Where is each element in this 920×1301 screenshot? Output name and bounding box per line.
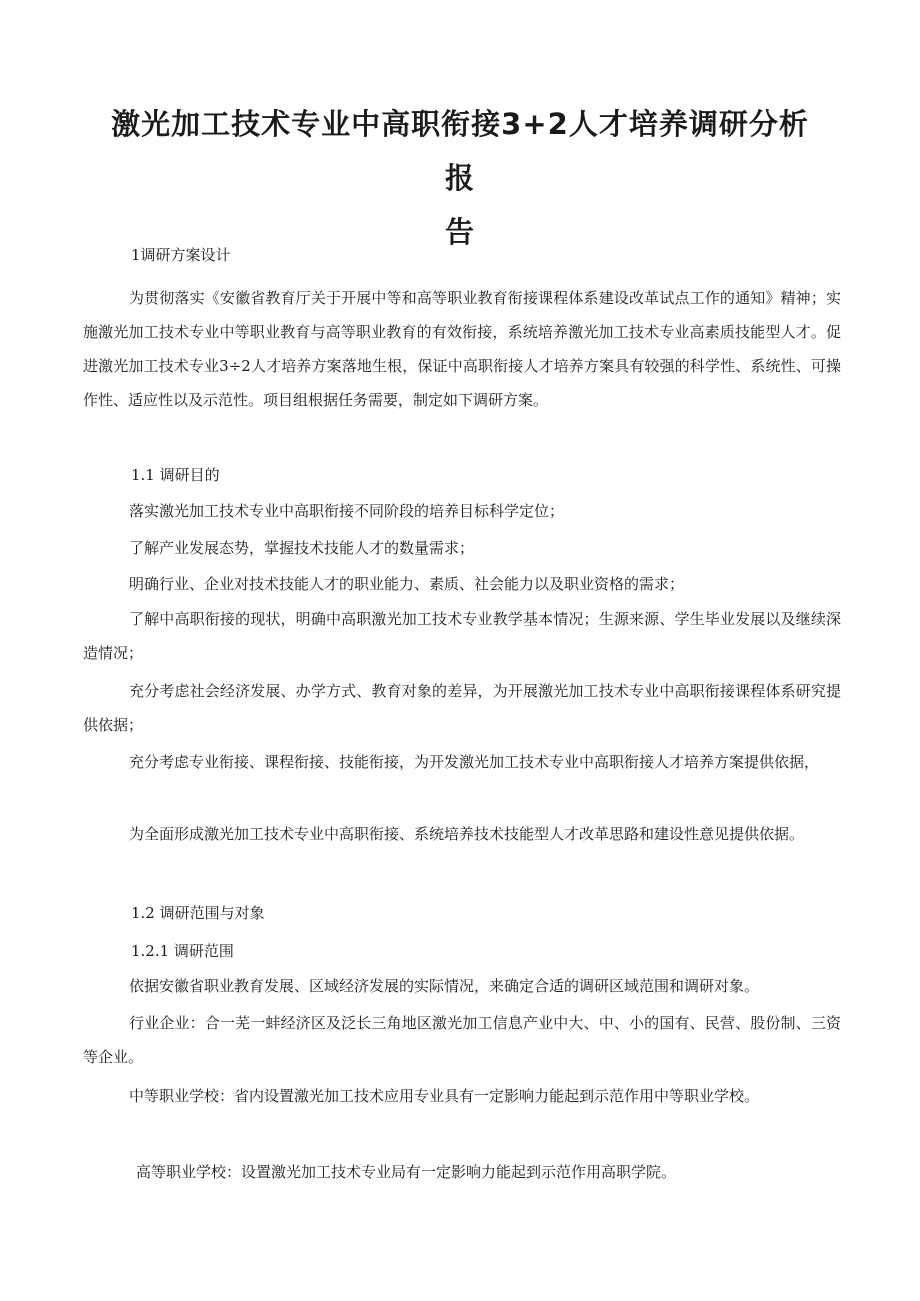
section-1-2-heading: 1.2 调研范围与对象 <box>131 904 265 922</box>
section-1-heading: 1调研方案设计 <box>131 246 231 264</box>
section-1-intro: 为贯彻落实《安徽省教育厅关于开展中等和高等职业教育衔接课程体系建设改革试点工作的通知》精神；实施激光加工技术专业中等职业教育与高等职业教育的有效衔接，系统培养激光加工技术专业高素质技能型人才。促进激光加工技术专业3÷2人才培养方案落地生根，保证中高职衔接人才培养方案具有较强的科学性、系统性、可操作性、适应性以及示范性。项目组根据任务需要，制定如下调研方案。 <box>83 289 841 409</box>
purpose-item-4: 了解中高职衔接的现状，明确中高职激光加工技术专业教学基本情况；生源来源、学生毕业发展以及继续深造情况； <box>83 610 841 662</box>
title-line-2: 告 <box>444 215 475 250</box>
title-line-1: 激光加工技术专业中高职衔接3+2人才培养调研分析报 <box>111 107 809 196</box>
scope-item-4: 高等职业学校：设置激光加工技术专业局有一定影响力能起到示范作用高职学院。 <box>136 1163 677 1181</box>
purpose-item-3: 明确行业、企业对技术技能人才的职业能力、素质、社会能力以及职业资格的需求； <box>129 575 685 593</box>
scope-item-1: 依据安徽省职业教育发展、区域经济发展的实际情况，来确定合适的调研区域范围和调研对象。 <box>129 977 760 995</box>
purpose-item-5: 充分考虑社会经济发展、办学方式、教育对象的差异，为开展激光加工技术专业中高职衔接课程体系研究提供依据； <box>83 682 841 734</box>
section-1-1-heading: 1.1 调研目的 <box>131 466 220 484</box>
purpose-item-2: 了解产业发展态势，掌握技术技能人才的数量需求； <box>129 539 475 557</box>
purpose-item-7: 为全面形成激光加工技术专业中高职衔接、系统培养技术技能型人才改革思路和建设性意见提供依据。 <box>129 825 805 843</box>
purpose-item-6: 充分考虑专业衔接、课程衔接、技能衔接，为开发激光加工技术专业中高职衔接人才培养方案提供依据， <box>129 753 820 771</box>
section-1-2-1-heading: 1.2.1 调研范围 <box>131 942 234 960</box>
purpose-item-1: 落实激光加工技术专业中高职衔接不同阶段的培养目标科学定位； <box>129 502 565 520</box>
document-title <box>100 97 820 259</box>
scope-item-2: 行业企业：合一芜一蚌经济区及泛长三角地区激光加工信息产业中大、中、小的国有、民营、股份制、三资等企业。 <box>83 1014 841 1066</box>
scope-item-3: 中等职业学校：省内设置激光加工技术应用专业具有一定影响力能起到示范作用中等职业学校。 <box>129 1087 760 1105</box>
